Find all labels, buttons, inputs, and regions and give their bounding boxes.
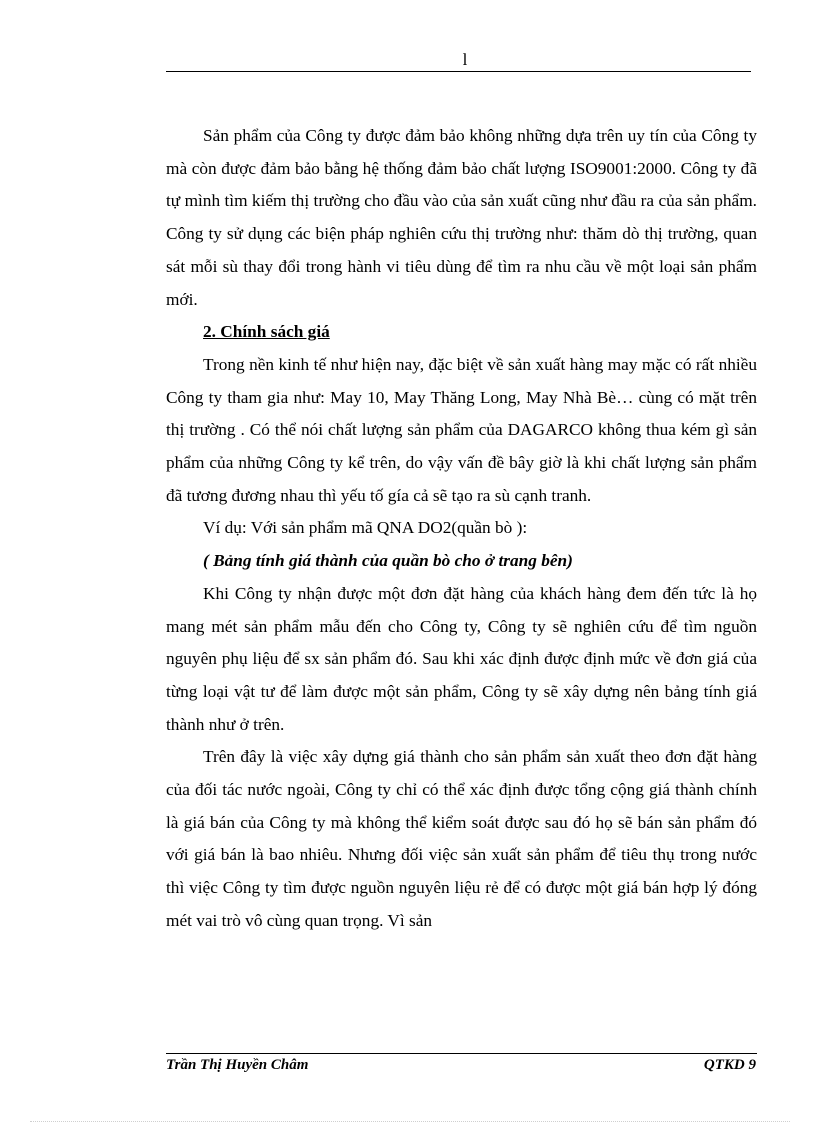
page-edge [30,1121,790,1122]
footer-author: Trần Thị Huyền Châm [166,1057,309,1073]
page-number: l [462,50,468,69]
paragraph-competition: Trong nền kinh tế như hiện nay, đặc biệt về sản xuất hàng may mặc có rất nhiều Công ty tham gia như: May 10, May Thăng Long, May Nhà Bè… cùng có mặt trên thị trường . Có thể nói chất lượng sản phẩm của DAGARCO không thua kém gì sản phẩm của những Công ty kể trên, do vậy vấn đề bây giờ là khi chất lượng sản phẩm đã tương đương nhau thì yếu tố gía cả sẽ tạo ra sù cạnh tranh. [166,354,757,505]
footer-course: QTKD 9 [703,1057,756,1073]
table-reference-note: ( Bảng tính giá thành của quần bò cho ở trang bên) [203,551,573,571]
paragraph-quality: Sản phẩm của Công ty được đảm bảo không những dựa trên uy tín của Công ty mà còn được đảm bảo bằng hệ thống đảm bảo chất lượng ISO9001:2000. Công ty đã tự mình tìm kiếm thị trường cho đầu vào của sản xuất cũng như đầu ra của sản phẩm. Công ty sử dụng các biện pháp nghiên cứu thị trường như: thăm dò thị trường, quan sát mỗi sù thay đổi trong hành vi tiêu dùng để tìm ra nhu cầu về một loại sản phẩm mới. [166,126,757,309]
paragraph-order-process: Khi Công ty nhận được một đơn đặt hàng của khách hàng đem đến tức là họ mang mét sản phẩm mẫu đến cho Công ty, Công ty sẽ nghiên cứu để tìm nguồn nguyên phụ liệu để sx sản phẩm đó. Sau khi xác định được định mức về đơn giá của từng loại vật tư để làm được một sản phẩm, Công ty sẽ xây dựng nên bảng tính giá thành như ở trên. [166,583,757,734]
footer-rule [166,1053,757,1054]
section-heading-pricing: 2. Chính sách giá [203,322,330,342]
paragraph-example: Ví dụ: Với sản phẩm mã QNA DO2(quần bò ): [203,518,528,538]
paragraph-pricing-strategy: Trên đây là việc xây dựng giá thành cho sản phẩm sản xuất theo đơn đặt hàng của đối tác nước ngoài, Công ty chỉ có thể xác định được tổng cộng giá thành chính là giá bán của Công ty mà không thể kiểm soát được sau đó họ sẽ bán sản phẩm đó với giá bán là bao nhiêu. Nhưng đối việc sản xuất sản phẩm để tiêu thụ trong nước thì việc Công ty tìm được nguồn nguyên liệu rẻ để có được một giá bán hợp lý đóng mét vai trò vô cùng quan trọng. Vì sản [166,747,757,930]
document-body [166,120,757,938]
header-rule [166,71,751,72]
